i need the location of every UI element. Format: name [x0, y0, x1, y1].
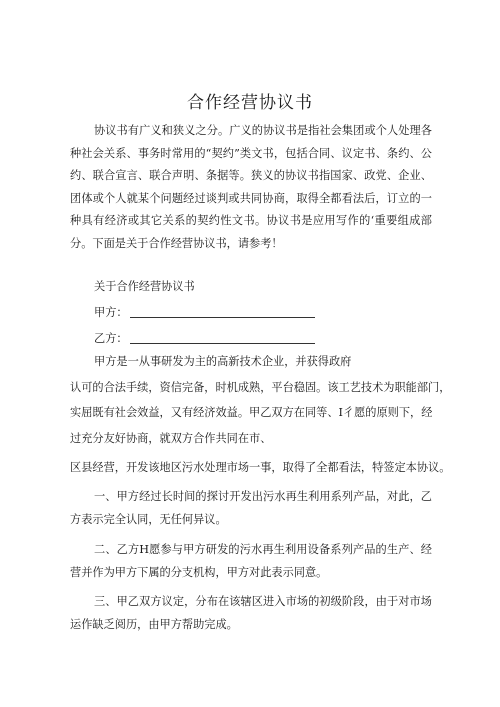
body-line: 认可的合法手续，资信完备，时机成熟，平台稳固。该工艺技术为职能部门，	[70, 381, 451, 394]
party-b-field	[94, 331, 315, 347]
body-line: 实屈既有社会效益，又有经济效益。甲乙双方在同等、I彳愿的原则下，经	[70, 406, 433, 419]
body-line: 过充分友好协商，就双方合作共同在市、	[70, 432, 272, 445]
party-a-label: 甲方：	[94, 306, 128, 319]
party-a-field	[94, 305, 315, 321]
party-b-label: 乙方：	[94, 332, 128, 345]
clause-paragraph: 二、乙方H愿参与甲方研发的污水再生利用设备系列产品的生产、经营并作为甲方下属的分支机构，甲方对此表示同意。	[70, 543, 432, 579]
party-b-blank-line	[130, 331, 315, 344]
intro-paragraph: 协议书有广义和狭义之分。广义的协议书是指社会集团或个人处理各种社会关系、事务时常用的“契约”类文书，包括合同、议定书、条约、公约、联合宣言、联合声明、条据等。狭义的协议书指国家、政党、企业、团体或个人就某个问题经过谈判或共同协商，取得全都看法后，订立的一种具有经济或其它关系的契约性文书。协议书是应用写作的‘重要组成部分。下面是关于合作经营协议书，请参考！	[70, 124, 432, 250]
party-a-blank-line	[130, 305, 315, 318]
body-line: 区县经营，开发该地区污水处理市场一事，取得了全都看法，特签定本协议。	[70, 461, 451, 474]
subtitle: 关于合作经营协议书	[94, 280, 195, 293]
clause-paragraph: 三、甲乙双方议定，分布在该辖区进入市场的初级阶段，由于对市场运作缺乏阅历，由甲方帮助完成。	[70, 595, 432, 631]
document-title: 合作经营协议书	[187, 93, 313, 114]
clause-paragraph: 一、甲方经过长时间的探讨开发出污水再生利用系列产品，对此，乙方表示完全认同，无任何异议。	[70, 490, 432, 526]
body-line: 甲方是一从事研发为主的高新技术企业，并获得政府	[94, 355, 352, 368]
